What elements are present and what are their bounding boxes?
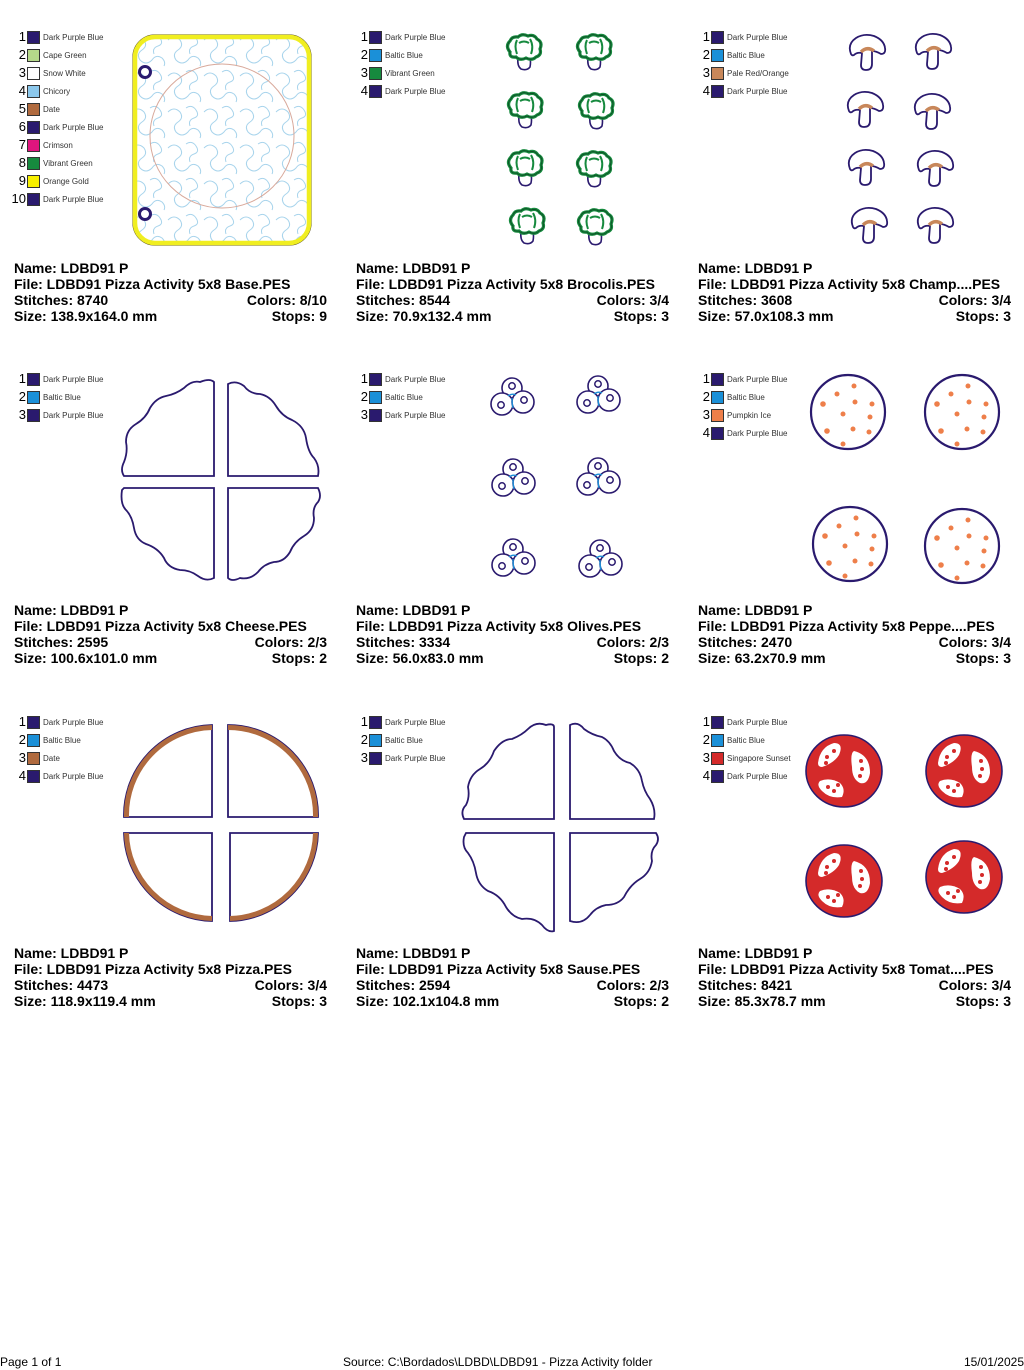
color-swatch bbox=[27, 49, 40, 62]
thread-color-row: 4 Dark Purple Blue bbox=[702, 425, 788, 440]
color-count: Colors: 2/3 bbox=[596, 977, 669, 993]
stitch-count: Stitches: 8740 bbox=[14, 292, 109, 308]
thread-color-row: 1 Dark Purple Blue bbox=[18, 371, 104, 386]
design-info bbox=[698, 945, 1011, 1009]
design-file: File: LDBD91 Pizza Activity 5x8 Peppe....PES bbox=[698, 618, 995, 634]
design-file: File: LDBD91 Pizza Activity 5x8 Tomat....PES bbox=[698, 961, 994, 977]
color-swatch bbox=[711, 752, 724, 765]
design-card-pizza bbox=[0, 705, 330, 1025]
thread-color-row: 3 Dark Purple Blue bbox=[18, 407, 104, 422]
stitch-count: Stitches: 8421 bbox=[698, 977, 793, 993]
thread-color-row: 4 Chicory bbox=[18, 83, 71, 98]
color-swatch bbox=[711, 85, 724, 98]
design-name: Name: LDBD91 P bbox=[356, 602, 471, 618]
base-design-preview bbox=[130, 32, 314, 248]
design-size: Size: 100.6x101.0 mm bbox=[14, 650, 158, 666]
color-swatch bbox=[27, 157, 40, 170]
color-swatch bbox=[27, 85, 40, 98]
color-swatch bbox=[27, 373, 40, 386]
cheese-design-preview bbox=[118, 378, 326, 584]
color-swatch bbox=[711, 770, 724, 783]
stop-count: Stops: 3 bbox=[271, 993, 327, 1009]
design-info bbox=[14, 602, 327, 666]
color-count: Colors: 8/10 bbox=[246, 292, 327, 308]
color-swatch bbox=[27, 734, 40, 747]
thread-color-legend bbox=[694, 370, 787, 442]
pizza-design-preview bbox=[118, 721, 324, 927]
design-info bbox=[356, 945, 669, 1009]
color-swatch bbox=[27, 175, 40, 188]
thread-color-row: 2 Baltic Blue bbox=[360, 732, 423, 747]
color-swatch bbox=[27, 409, 40, 422]
thread-color-row: 3 Snow White bbox=[18, 65, 86, 80]
color-count: Colors: 3/4 bbox=[938, 977, 1011, 993]
thread-color-row: 3 Singapore Sunset bbox=[702, 750, 791, 765]
color-swatch bbox=[369, 716, 382, 729]
design-file: File: LDBD91 Pizza Activity 5x8 Brocolis.PES bbox=[356, 276, 656, 292]
design-card-peppe bbox=[684, 362, 1014, 682]
color-swatch bbox=[27, 67, 40, 80]
design-info bbox=[698, 602, 1011, 666]
thread-color-row: 2 Baltic Blue bbox=[360, 47, 423, 62]
thread-color-row: 2 Baltic Blue bbox=[18, 389, 81, 404]
design-size: Size: 138.9x164.0 mm bbox=[14, 308, 158, 324]
stitch-count: Stitches: 2595 bbox=[14, 634, 109, 650]
design-card-brocolis bbox=[342, 20, 672, 340]
thread-color-legend bbox=[352, 713, 445, 767]
design-card-olives bbox=[342, 362, 672, 682]
olives-design-preview bbox=[488, 374, 638, 594]
thread-color-row: 2 Baltic Blue bbox=[18, 732, 81, 747]
design-card-base bbox=[0, 20, 330, 340]
design-name: Name: LDBD91 P bbox=[698, 602, 813, 618]
thread-color-row: 2 Baltic Blue bbox=[702, 47, 765, 62]
peppe-design-preview bbox=[808, 372, 1004, 586]
color-swatch bbox=[369, 391, 382, 404]
design-file: File: LDBD91 Pizza Activity 5x8 Cheese.PES bbox=[14, 618, 307, 634]
thread-color-row: 4 Dark Purple Blue bbox=[702, 768, 788, 783]
thread-color-row: 6 Dark Purple Blue bbox=[18, 119, 104, 134]
color-swatch bbox=[27, 121, 40, 134]
color-swatch bbox=[27, 752, 40, 765]
color-count: Colors: 2/3 bbox=[254, 634, 327, 650]
design-file: File: LDBD91 Pizza Activity 5x8 Olives.PES bbox=[356, 618, 642, 634]
color-swatch bbox=[711, 373, 724, 386]
design-card-tomat bbox=[684, 705, 1014, 1025]
color-count: Colors: 3/4 bbox=[938, 292, 1011, 308]
thread-color-row: 1 Dark Purple Blue bbox=[360, 714, 446, 729]
thread-color-legend bbox=[352, 28, 445, 100]
thread-color-row: 4 Dark Purple Blue bbox=[360, 83, 446, 98]
color-swatch bbox=[711, 391, 724, 404]
design-name: Name: LDBD91 P bbox=[356, 260, 471, 276]
design-size: Size: 56.0x83.0 mm bbox=[356, 650, 484, 666]
design-name: Name: LDBD91 P bbox=[698, 945, 813, 961]
page-number: Page 1 of 1 bbox=[0, 1355, 62, 1369]
design-info bbox=[14, 260, 327, 324]
color-swatch bbox=[711, 31, 724, 44]
thread-color-row: 1 Dark Purple Blue bbox=[702, 371, 788, 386]
design-card-sause bbox=[342, 705, 672, 1025]
thread-color-row: 2 Baltic Blue bbox=[360, 389, 423, 404]
thread-color-legend bbox=[10, 713, 103, 785]
thread-color-row: 3 Date bbox=[18, 750, 60, 765]
color-swatch bbox=[711, 427, 724, 440]
color-count: Colors: 3/4 bbox=[596, 292, 669, 308]
color-swatch bbox=[711, 734, 724, 747]
thread-color-row: 1 Dark Purple Blue bbox=[360, 29, 446, 44]
thread-color-row: 2 Baltic Blue bbox=[702, 389, 765, 404]
print-date: 15/01/2025 bbox=[963, 1355, 1024, 1369]
thread-color-legend bbox=[352, 370, 445, 424]
color-swatch bbox=[369, 373, 382, 386]
color-count: Colors: 3/4 bbox=[938, 634, 1011, 650]
thread-color-row: 1 Dark Purple Blue bbox=[18, 29, 104, 44]
thread-color-row: 4 Dark Purple Blue bbox=[18, 768, 104, 783]
color-swatch bbox=[27, 31, 40, 44]
thread-color-row: 3 Pumpkin Ice bbox=[702, 407, 772, 422]
color-swatch bbox=[711, 49, 724, 62]
thread-color-legend bbox=[694, 713, 791, 785]
thread-color-legend bbox=[10, 28, 103, 208]
color-swatch bbox=[369, 409, 382, 422]
stop-count: Stops: 3 bbox=[955, 650, 1011, 666]
color-swatch bbox=[369, 67, 382, 80]
thread-color-row: 4 Dark Purple Blue bbox=[702, 83, 788, 98]
sause-design-preview bbox=[460, 721, 666, 933]
thread-color-row: 1 Dark Purple Blue bbox=[702, 29, 788, 44]
design-size: Size: 57.0x108.3 mm bbox=[698, 308, 834, 324]
stop-count: Stops: 9 bbox=[271, 308, 327, 324]
thread-color-row: 2 Cape Green bbox=[18, 47, 87, 62]
design-info bbox=[356, 260, 669, 324]
thread-color-row: 3 Pale Red/Orange bbox=[702, 65, 789, 80]
thread-color-row: 8 Vibrant Green bbox=[18, 155, 93, 170]
tomat-design-preview bbox=[802, 731, 1006, 921]
thread-color-row: 1 Dark Purple Blue bbox=[702, 714, 788, 729]
color-swatch bbox=[27, 716, 40, 729]
stitch-count: Stitches: 2594 bbox=[356, 977, 451, 993]
design-file: File: LDBD91 Pizza Activity 5x8 Base.PES bbox=[14, 276, 291, 292]
stitch-count: Stitches: 8544 bbox=[356, 292, 451, 308]
thread-color-legend bbox=[694, 28, 789, 100]
thread-color-row: 5 Date bbox=[18, 101, 60, 116]
color-swatch bbox=[369, 752, 382, 765]
thread-color-row: 2 Baltic Blue bbox=[702, 732, 765, 747]
design-file: File: LDBD91 Pizza Activity 5x8 Sause.PES bbox=[356, 961, 641, 977]
champ-design-preview bbox=[846, 32, 966, 252]
thread-color-row: 3 Dark Purple Blue bbox=[360, 750, 446, 765]
color-swatch bbox=[369, 734, 382, 747]
color-swatch bbox=[27, 193, 40, 206]
thread-color-legend bbox=[10, 370, 103, 424]
design-name: Name: LDBD91 P bbox=[14, 602, 129, 618]
color-swatch bbox=[27, 139, 40, 152]
color-swatch bbox=[27, 391, 40, 404]
stitch-count: Stitches: 3608 bbox=[698, 292, 793, 308]
thread-color-row: 3 Vibrant Green bbox=[360, 65, 435, 80]
source-path: Source: C:\Bordados\LDBD\LDBD91 - Pizza Activity folder bbox=[343, 1355, 653, 1369]
stop-count: Stops: 3 bbox=[955, 308, 1011, 324]
thread-color-row: 10 Dark Purple Blue bbox=[11, 191, 104, 206]
color-swatch bbox=[369, 31, 382, 44]
stop-count: Stops: 2 bbox=[613, 650, 669, 666]
stop-count: Stops: 3 bbox=[955, 993, 1011, 1009]
design-size: Size: 63.2x70.9 mm bbox=[698, 650, 826, 666]
design-name: Name: LDBD91 P bbox=[14, 260, 129, 276]
thread-color-row: 1 Dark Purple Blue bbox=[360, 371, 446, 386]
color-swatch bbox=[27, 103, 40, 116]
stitch-count: Stitches: 3334 bbox=[356, 634, 451, 650]
design-size: Size: 85.3x78.7 mm bbox=[698, 993, 826, 1009]
thread-color-row: 1 Dark Purple Blue bbox=[18, 714, 104, 729]
design-info bbox=[14, 945, 327, 1009]
design-name: Name: LDBD91 P bbox=[698, 260, 813, 276]
stitch-count: Stitches: 2470 bbox=[698, 634, 793, 650]
brocolis-design-preview bbox=[502, 32, 632, 247]
design-name: Name: LDBD91 P bbox=[356, 945, 471, 961]
design-card-cheese bbox=[0, 362, 330, 682]
design-size: Size: 102.1x104.8 mm bbox=[356, 993, 500, 1009]
design-size: Size: 70.9x132.4 mm bbox=[356, 308, 492, 324]
design-name: Name: LDBD91 P bbox=[14, 945, 129, 961]
color-swatch bbox=[711, 716, 724, 729]
stitch-count: Stitches: 4473 bbox=[14, 977, 109, 993]
design-card-champ bbox=[684, 20, 1014, 340]
color-count: Colors: 2/3 bbox=[596, 634, 669, 650]
design-file: File: LDBD91 Pizza Activity 5x8 Pizza.PES bbox=[14, 961, 293, 977]
color-count: Colors: 3/4 bbox=[254, 977, 327, 993]
stop-count: Stops: 2 bbox=[613, 993, 669, 1009]
thread-color-row: 9 Orange Gold bbox=[18, 173, 89, 188]
design-info bbox=[698, 260, 1011, 324]
design-info bbox=[356, 602, 669, 666]
color-swatch bbox=[369, 49, 382, 62]
color-swatch bbox=[711, 409, 724, 422]
stop-count: Stops: 2 bbox=[271, 650, 327, 666]
color-swatch bbox=[369, 85, 382, 98]
stop-count: Stops: 3 bbox=[613, 308, 669, 324]
design-file: File: LDBD91 Pizza Activity 5x8 Champ....PES bbox=[698, 276, 1001, 292]
design-size: Size: 118.9x119.4 mm bbox=[14, 993, 156, 1009]
thread-color-row: 3 Dark Purple Blue bbox=[360, 407, 446, 422]
color-swatch bbox=[711, 67, 724, 80]
thread-color-row: 7 Crimson bbox=[18, 137, 73, 152]
color-swatch bbox=[27, 770, 40, 783]
